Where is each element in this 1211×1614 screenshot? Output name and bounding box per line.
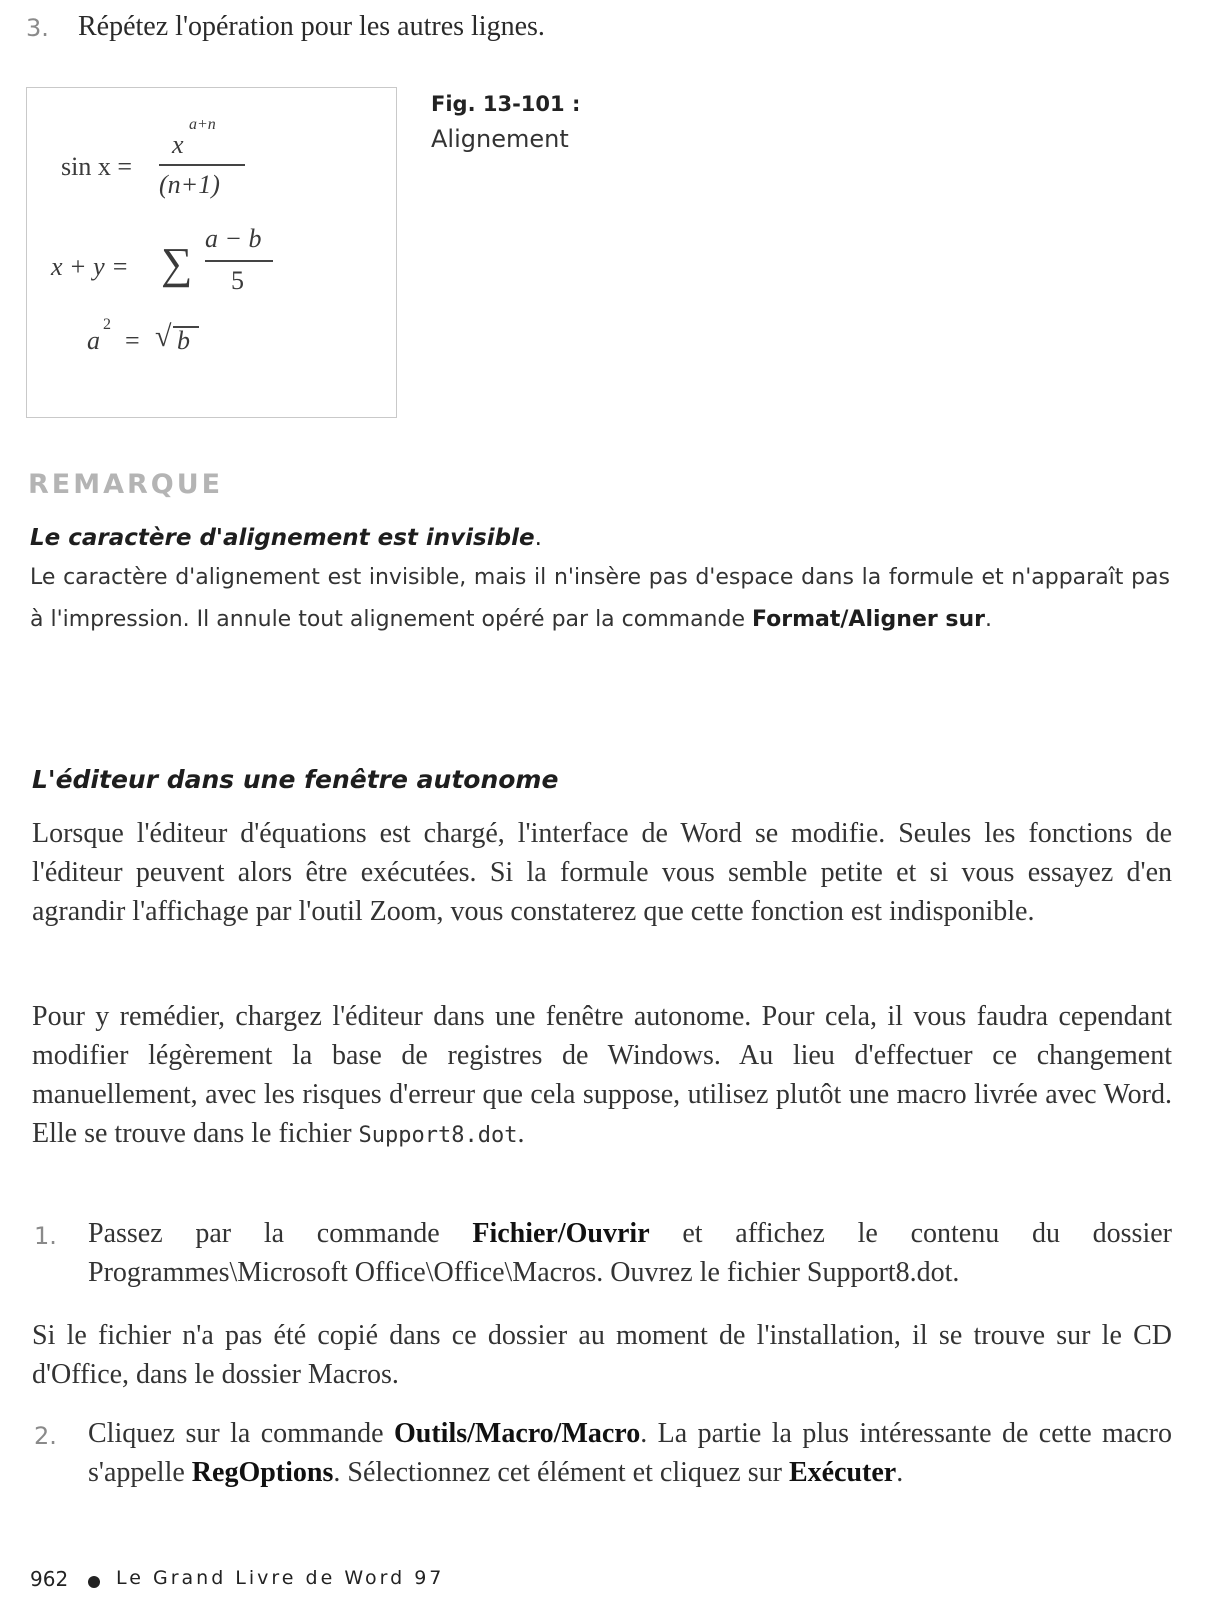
remarque-heading: REMARQUE bbox=[28, 469, 224, 500]
remarque-body-text: Le caractère d'alignement est invisible, mais il n'insère pas d'espace dans la formule et n'apparaît pas à l'impression. Il annule tout alignement opéré par la commande bbox=[30, 565, 1170, 632]
figure-label: Fig. 13-101 : bbox=[431, 92, 581, 116]
step-1-pre: Passez par la commande bbox=[88, 1218, 473, 1249]
step-2-mid2: . Sélectionnez cet élément et cliquez sur bbox=[333, 1457, 789, 1488]
section-heading: L'éditeur dans une fenêtre autonome bbox=[32, 765, 559, 794]
formula-3-argument: b bbox=[177, 326, 190, 355]
step-1-post: et affichez le contenu du dossier Programmes\Microsoft Office\Office\Macros. Ouvrez le fichier Support8.dot. bbox=[88, 1218, 1172, 1288]
remarque-body-end: . bbox=[984, 607, 992, 632]
formula-2-denominator: 5 bbox=[231, 266, 244, 295]
step-3-text: Répétez l'opération pour les autres lignes. bbox=[78, 11, 545, 42]
footer-book-title: Le Grand Livre de Word 97 bbox=[116, 1567, 445, 1589]
step-2-post: . bbox=[896, 1457, 904, 1488]
formula-3-equals: = bbox=[125, 326, 140, 355]
step-2-command: Outils/Macro/Macro bbox=[393, 1418, 641, 1449]
formula-1-lhs: sin x = bbox=[61, 152, 133, 181]
step-2-macro-name: RegOptions bbox=[191, 1457, 334, 1488]
formula-3-exponent: 2 bbox=[103, 316, 111, 333]
formula-1-denominator: (n+1) bbox=[159, 170, 220, 199]
step-1-command: Fichier/Ouvrir bbox=[472, 1218, 650, 1249]
formula-1-numerator bbox=[172, 130, 184, 160]
remarque-title: Le caractère d'alignement est invisible. bbox=[30, 525, 542, 551]
formula-3-radical: √ bbox=[155, 320, 172, 353]
figure-caption: Alignement bbox=[431, 125, 569, 153]
formula-1-num-base: x bbox=[172, 130, 184, 159]
step-2-pre: Cliquez sur la commande bbox=[88, 1418, 394, 1449]
step-2-text bbox=[88, 1414, 1172, 1492]
paragraph-3: Si le fichier n'a pas été copié dans ce dossier au moment de l'installation, il se trouve sur le CD d'Office, dans le dossier Macros. bbox=[32, 1320, 1172, 1390]
formula-3-lhs: a bbox=[87, 326, 100, 355]
remarque-body bbox=[30, 557, 1170, 641]
paragraph-2-end: . bbox=[517, 1118, 525, 1149]
footer-page-number: 962 bbox=[30, 1567, 69, 1591]
footer-bullet bbox=[88, 1576, 100, 1588]
formula-figure bbox=[26, 87, 397, 418]
formula-2-sum-symbol: ∑ bbox=[161, 239, 193, 288]
step-2-number: 2. bbox=[34, 1422, 57, 1450]
step-1-number: 1. bbox=[34, 1222, 57, 1250]
formula-2-fraction-bar bbox=[205, 260, 273, 262]
formula-1-num-exponent: a+n bbox=[189, 116, 216, 133]
paragraph-2 bbox=[32, 997, 1172, 1155]
paragraph-2-text: Pour y remédier, chargez l'éditeur dans une fenêtre autonome. Pour cela, il vous faudra cependant modifier légèrement la base de registres de Windows. Au lieu d'effectuer ce changement manuellement, avec les risques d'erreur que cela suppose, utilisez plutôt une macro livrée avec Word. Elle se trouve dans le fichier bbox=[32, 1001, 1172, 1149]
step-1-text bbox=[88, 1214, 1172, 1292]
formula-1-fraction-bar bbox=[159, 164, 245, 166]
paragraph-1: Lorsque l'éditeur d'équations est chargé, l'interface de Word se modifie. Seules les fonctions de l'éditeur peuvent alors être exécutées. Si la formule vous semble petite et si vous essayez d'en agrandir l'affichage par l'outil Zoom, vous constaterez que cette fonction est indisponible. bbox=[32, 818, 1172, 927]
step-3-number: 3. bbox=[26, 14, 49, 42]
formula-2-numerator: a − b bbox=[205, 224, 262, 253]
support-file-name: Support8.dot bbox=[358, 1123, 518, 1148]
step-2-run-command: Exécuter bbox=[788, 1457, 897, 1488]
remarque-title-text: Le caractère d'alignement est invisible bbox=[30, 525, 535, 551]
remarque-command: Format/Aligner sur bbox=[752, 607, 985, 632]
formula-2-lhs: x + y = bbox=[51, 252, 129, 281]
step-2-mid: . La partie la plus intéressante de cette macro s'appelle bbox=[88, 1418, 1173, 1488]
